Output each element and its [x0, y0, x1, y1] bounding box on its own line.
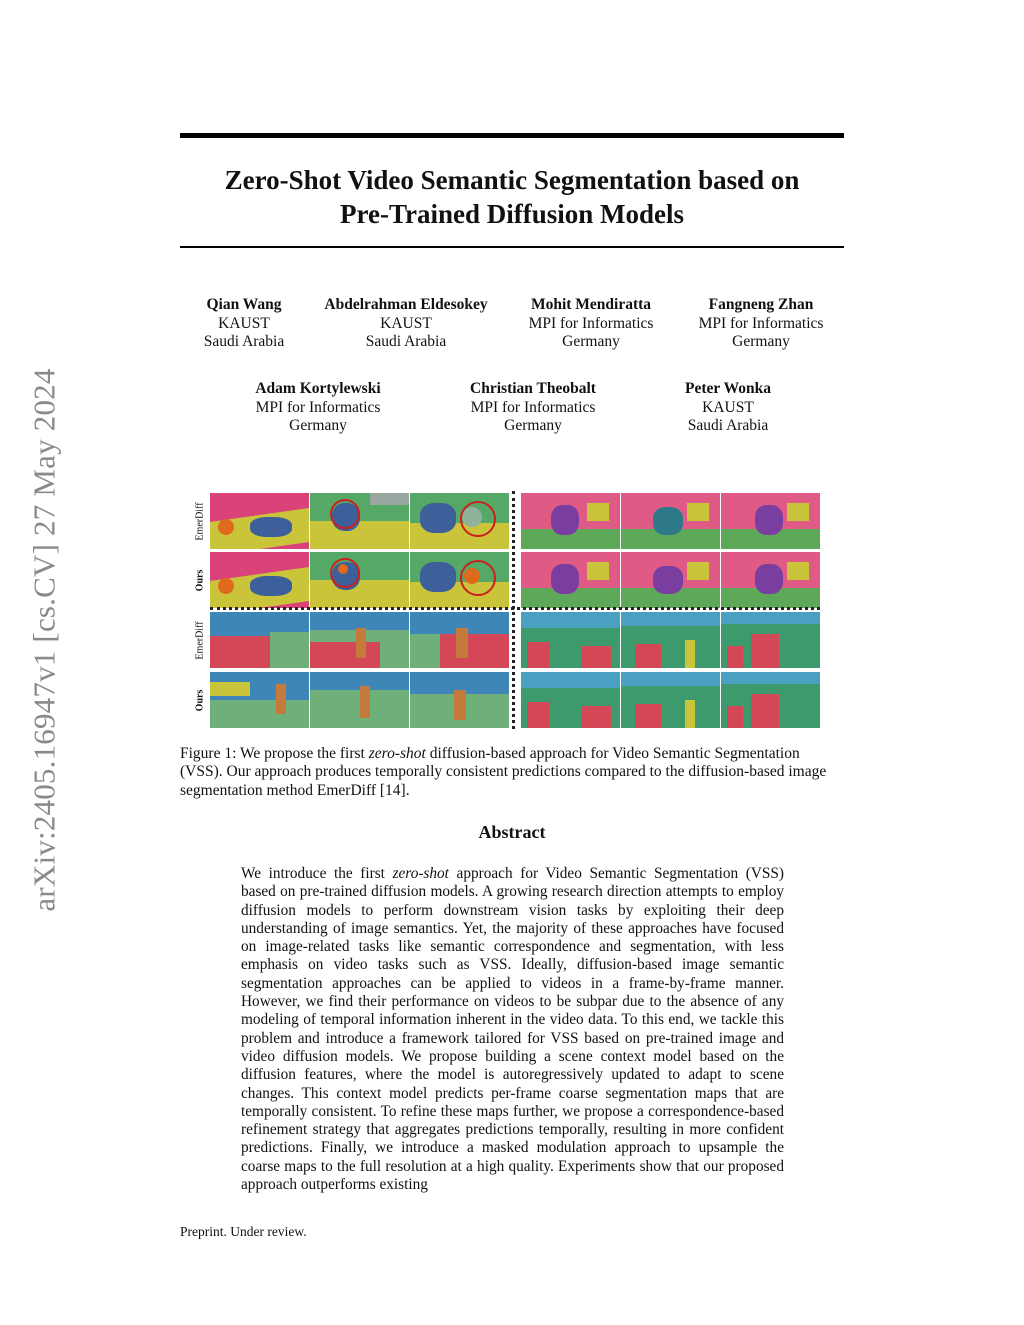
figure-caption — [180, 745, 844, 800]
row-label-ours: Ours — [194, 569, 206, 591]
row-label-emerdiff: EmerDiff — [194, 501, 206, 541]
cat-frame-emerdiff-1 — [210, 493, 309, 549]
author-name: Qian Wang — [206, 296, 282, 313]
skate-frame-emerdiff-1 — [210, 612, 309, 668]
author-country: Germany — [289, 417, 347, 434]
title-top-rule — [180, 133, 844, 138]
author-country: Saudi Arabia — [365, 333, 447, 350]
author-affiliation: MPI for Informatics — [528, 314, 654, 332]
author-block — [234, 380, 402, 436]
room-frame-emerdiff-3 — [721, 493, 820, 549]
stadium-frame-emerdiff-2 — [621, 612, 720, 668]
author-name: Christian Theobalt — [470, 380, 596, 397]
title-bottom-rule — [180, 246, 844, 248]
abstract-prefix: We introduce the first — [241, 865, 393, 882]
skate-frame-ours-2 — [310, 672, 409, 728]
author-country: Germany — [732, 333, 790, 350]
preprint-note: Preprint. Under review. — [180, 1224, 307, 1239]
skate-frame-emerdiff-3 — [410, 612, 509, 668]
room-frame-ours-2 — [621, 552, 720, 608]
skate-frame-ours-1 — [210, 672, 309, 728]
author-country: Germany — [504, 417, 562, 434]
author-affiliation: KAUST — [380, 314, 432, 332]
skate-frame-emerdiff-2 — [310, 612, 409, 668]
author-affiliation: KAUST — [702, 398, 754, 416]
stadium-frame-emerdiff-1 — [521, 612, 620, 668]
abstract-text: approach for Video Semantic Segmentation (VSS) based on pre-trained diffusion models. A growing research direction attempts to employ diffusion models to perform downstream vision tasks by exploiting their deep understanding of image semantics. Yet, the majority of these approaches have focused on image-related tasks like semantic correspondence and segmentation, with less emphasis on video tasks such as VSS. Ideally, diffusion-based image semantic segmentation approaches can be applied to videos in a frame-by-frame manner. However, we find their performance on videos to be subpar due to the absence of any modeling of temporal information inherent in the video data. To this end, we tackle this problem and introduce a framework tailored for VSS based on pre-trained image and video diffusion models. We propose building a scene context model based on the diffusion features, where the model is autoregressively updated to adapt to scene changes. This context model predicts per-frame coarse segmentation maps that are temporally consistent. To refine these maps further, we propose a correspondence-based refinement strategy that aggregates predictions temporally, resulting in more confident predictions. Finally, we introduce a masked modulation approach to upsample the coarse maps to the full resolution at a high quality. Experiments show that our proposed approach outperforms existing — [241, 865, 784, 1194]
author-block — [402, 380, 664, 436]
author-country: Saudi Arabia — [203, 333, 285, 350]
author-block — [678, 296, 844, 352]
title-line-1: Zero-Shot Video Semantic Segmentation based on — [224, 165, 800, 195]
room-frame-emerdiff-1 — [521, 493, 620, 549]
row-label-ours: Ours — [194, 689, 206, 711]
author-affiliation: MPI for Informatics — [255, 398, 381, 416]
cat-frame-ours-2 — [310, 552, 409, 608]
row-label-emerdiff: EmerDiff — [194, 620, 206, 660]
author-name: Fangneng Zhan — [708, 296, 814, 313]
paper-title — [180, 163, 844, 231]
author-name: Adam Kortylewski — [255, 380, 381, 397]
author-affiliation: MPI for Informatics — [470, 398, 596, 416]
figure-horizontal-separator — [210, 607, 820, 610]
author-name: Peter Wonka — [685, 380, 771, 397]
author-country: Germany — [562, 333, 620, 350]
author-block — [180, 296, 308, 352]
author-name: Abdelrahman Eldesokey — [324, 296, 488, 313]
cat-frame-emerdiff-2 — [310, 493, 409, 549]
cat-frame-emerdiff-3 — [410, 493, 509, 549]
abstract-emphasis: zero-shot — [392, 865, 449, 882]
abstract-heading: Abstract — [478, 822, 546, 842]
caption-prefix: Figure 1: We propose the first — [180, 745, 369, 762]
stadium-frame-ours-3 — [721, 672, 820, 728]
arxiv-id-text: arXiv:2405.16947v1 [cs.CV] 27 May 2024 — [27, 368, 62, 912]
figure-vertical-separator — [512, 491, 515, 729]
caption-text: diffusion-based approach for Video Semantic Segmentation (VSS). Our approach produces temporally consistent predictions compared to the diffusion-based image segmentation method EmerDiff [14]. — [180, 745, 827, 799]
author-affiliation: KAUST — [218, 314, 270, 332]
room-frame-emerdiff-2 — [621, 493, 720, 549]
room-frame-ours-1 — [521, 552, 620, 608]
author-block — [308, 296, 504, 352]
stadium-frame-ours-1 — [521, 672, 620, 728]
author-affiliation: MPI for Informatics — [698, 314, 824, 332]
stadium-frame-ours-2 — [621, 672, 720, 728]
figure-1 — [190, 491, 830, 731]
author-block — [504, 296, 678, 352]
author-country: Saudi Arabia — [687, 417, 769, 434]
abstract-body — [241, 865, 784, 1194]
author-block — [664, 380, 792, 436]
arxiv-identifier — [15, 340, 75, 940]
caption-emphasis: zero-shot — [368, 745, 426, 762]
author-name: Mohit Mendiratta — [530, 296, 652, 313]
cat-frame-ours-3 — [410, 552, 509, 608]
stadium-frame-emerdiff-3 — [721, 612, 820, 668]
author-row-2 — [180, 380, 844, 436]
author-row-1 — [180, 296, 844, 352]
cat-frame-ours-1 — [210, 552, 309, 608]
skate-frame-ours-3 — [410, 672, 509, 728]
title-line-2: Pre-Trained Diffusion Models — [340, 199, 684, 229]
room-frame-ours-3 — [721, 552, 820, 608]
